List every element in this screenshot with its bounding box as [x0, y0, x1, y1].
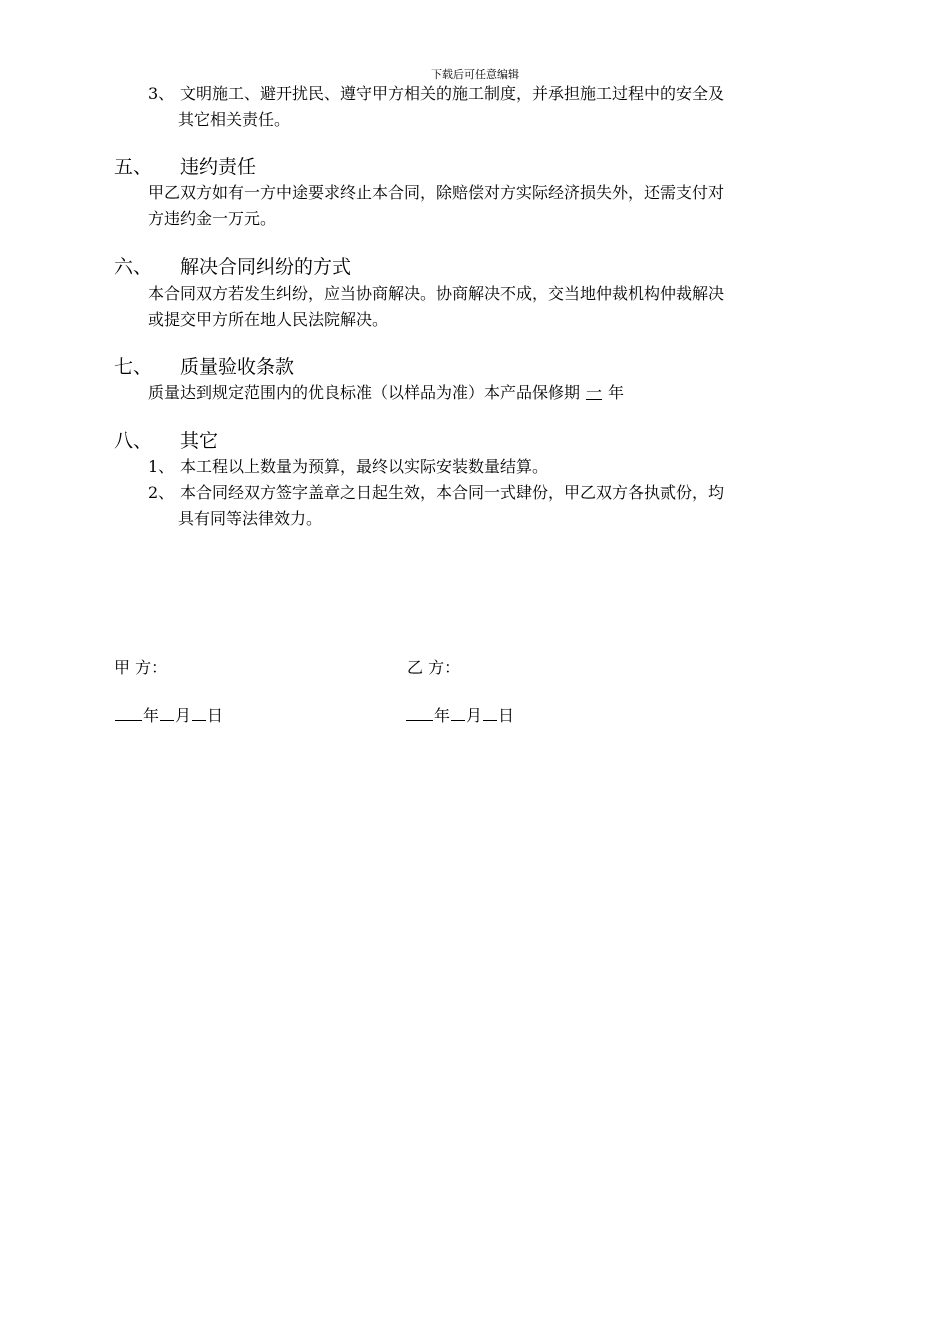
- section-title: 质量验收条款: [180, 356, 295, 378]
- party-b-date: [405, 703, 514, 729]
- party-a-date: [114, 703, 223, 729]
- month-blank: [160, 706, 174, 721]
- party-b-label: 乙 方：: [407, 658, 461, 677]
- warranty-value: 一: [586, 383, 603, 402]
- day-blank: [483, 706, 497, 721]
- day-label: 日: [207, 706, 224, 725]
- list-item-text-continued: 具有同等法律效力。: [178, 509, 323, 528]
- day-blank: [192, 706, 206, 721]
- warranty-text-before: 质量达到规定范围内的优良标准（以样品为准）本产品保修期: [148, 383, 581, 402]
- party-a-label: 甲 方：: [114, 658, 168, 677]
- list-item-number: 3、: [148, 84, 175, 103]
- month-label: 月: [175, 706, 192, 725]
- list-item-text-continued: 其它相关责任。: [178, 110, 291, 129]
- section-title: 其它: [180, 430, 219, 452]
- year-blank: [406, 706, 433, 721]
- list-item-number: 2、: [148, 483, 175, 502]
- month-label: 月: [466, 706, 483, 725]
- paragraph-line: 本合同双方若发生纠纷，应当协商解决。协商解决不成，交当地仲裁机构仲裁解决: [148, 284, 725, 303]
- year-label: 年: [434, 706, 451, 725]
- paragraph-line: [148, 380, 624, 406]
- year-blank: [115, 706, 142, 721]
- paragraph-line: 甲乙双方如有一方中途要求终止本合同，除赔偿对方实际经济损失外，还需支付对: [148, 183, 725, 202]
- paragraph-line: 或提交甲方所在地人民法院解决。: [148, 310, 389, 329]
- list-item-text: 本工程以上数量为预算，最终以实际安装数量结算。: [180, 457, 549, 476]
- list-item-number: 1、: [148, 457, 175, 476]
- section-number: 五、: [114, 156, 153, 178]
- day-label: 日: [498, 706, 515, 725]
- section-title: 违约责任: [180, 156, 257, 178]
- month-blank: [451, 706, 465, 721]
- section-number: 七、: [114, 356, 153, 378]
- warranty-text-after: 年: [608, 383, 625, 402]
- section-number: 八、: [114, 430, 153, 452]
- list-item-text: 本合同经双方签字盖章之日起生效，本合同一式肆份，甲乙双方各执贰份，均: [180, 483, 725, 502]
- paragraph-line: 方违约金一万元。: [148, 209, 277, 228]
- header-note: 下载后可任意编辑: [431, 68, 519, 81]
- section-title: 解决合同纠纷的方式: [180, 256, 352, 278]
- year-label: 年: [143, 706, 160, 725]
- section-number: 六、: [114, 256, 153, 278]
- list-item-text: 文明施工、避开扰民、遵守甲方相关的施工制度，并承担施工过程中的安全及: [180, 84, 725, 103]
